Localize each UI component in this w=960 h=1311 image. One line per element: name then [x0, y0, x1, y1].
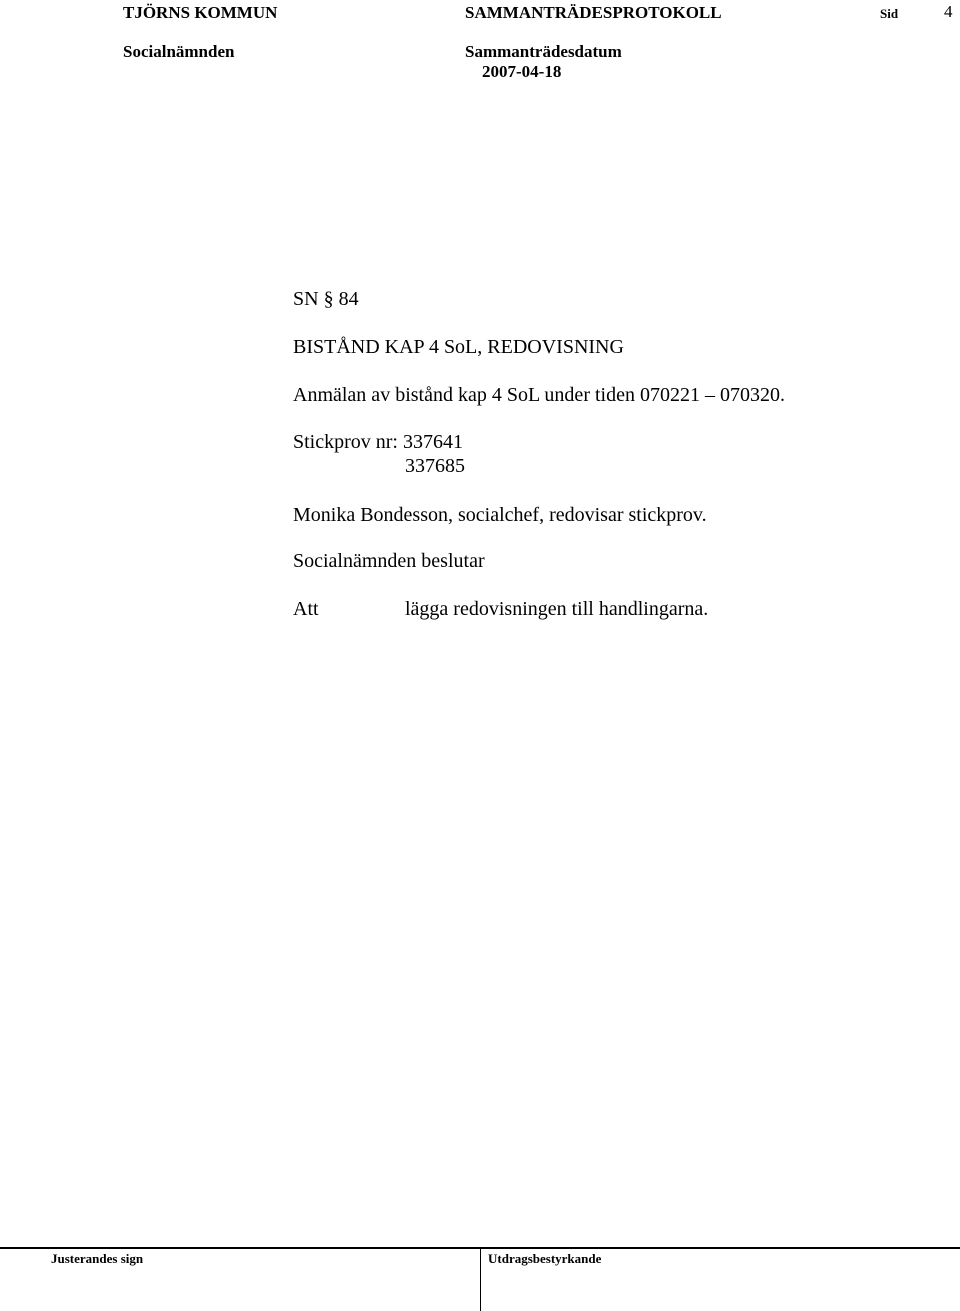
organization-name: TJÖRNS KOMMUN — [123, 3, 278, 22]
decision-att: Att — [293, 598, 319, 620]
sample-numbers: Stickprov nr: 337641 — [293, 431, 463, 453]
meeting-date-label: Sammanträdesdatum — [465, 42, 622, 61]
item-title: BISTÅND KAP 4 SoL, REDOVISNING — [293, 336, 624, 358]
page-label: Sid — [880, 6, 899, 21]
decision-heading: Socialnämnden beslutar — [293, 550, 485, 572]
item-description: Anmälan av bistånd kap 4 SoL under tiden 070221 – 070320. — [293, 384, 785, 406]
page-number: 4 — [944, 2, 953, 21]
document-type: SAMMANTRÄDESPROTOKOLL — [465, 3, 722, 22]
meeting-date: 2007-04-18 — [482, 62, 562, 81]
paragraph-id: SN § 84 — [293, 288, 359, 310]
presentation-text: Monika Bondesson, socialchef, redovisar stickprov. — [293, 504, 707, 526]
sample-number-extra: 337685 — [405, 455, 465, 477]
extract-certification-label: Utdragsbestyrkande — [488, 1251, 602, 1266]
adjuster-sign-label: Justerandes sign — [51, 1251, 144, 1266]
committee-name: Socialnämnden — [123, 42, 235, 61]
footer-divider — [480, 1248, 481, 1311]
decision-text: lägga redovisningen till handlingarna. — [405, 598, 709, 620]
